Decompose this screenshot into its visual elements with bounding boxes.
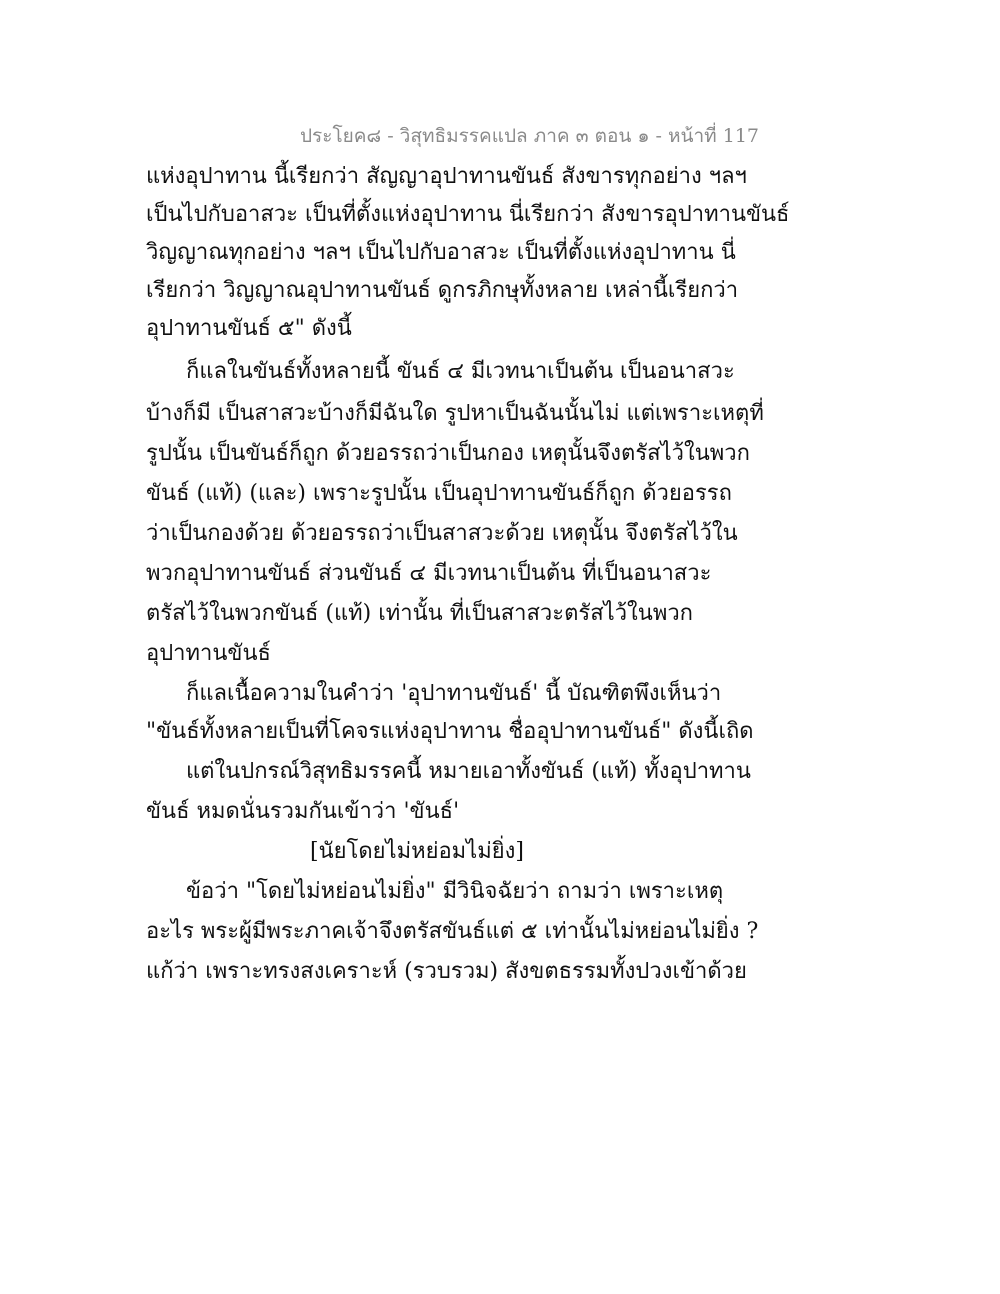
paragraph-first-line: ก็แลในขันธ์ทั้งหลายนี้ ขันธ์ ๔ มีเวทนาเป็นต้น เป็นอนาสวะ <box>186 359 735 384</box>
text-line: "ขันธ์ทั้งหลายเป็นที่โคจรแห่งอุปาทาน ชื่ออุปาทานขันธ์" ดังนี้เถิด <box>146 719 754 744</box>
section-heading: [นัยโดยไม่หย่อมไม่ยิ่ง] <box>310 839 524 864</box>
text-line: บ้างก็มี เป็นสาสวะบ้างก็มีฉันใด รูปหาเป็นฉันนั้นไม่ แต่เพราะเหตุที่ <box>146 401 764 426</box>
paragraph-first-line: ก็แลเนื้อความในคำว่า 'อุปาทานขันธ์' นี้ บัณฑิตพึงเห็นว่า <box>186 681 722 706</box>
text-line: เรียกว่า วิญญาณอุปาทานขันธ์ ดูกรภิกษุทั้งหลาย เหล่านี้เรียกว่า <box>146 278 739 303</box>
text-line: แห่งอุปาทาน นี้เรียกว่า สัญญาอุปาทานขันธ์ สังขารทุกอย่าง ฯลฯ <box>146 164 747 189</box>
text-line: พวกอุปาทานขันธ์ ส่วนขันธ์ ๔ มีเวทนาเป็นต้น ที่เป็นอนาสวะ <box>146 561 712 586</box>
paragraph-first-line: แต่ในปกรณ์วิสุทธิมรรคนี้ หมายเอาทั้งขันธ์ (แท้) ทั้งอุปาทาน <box>186 759 751 784</box>
text-line: ขันธ์ หมดนั่นรวมกันเข้าว่า 'ขันธ์' <box>146 799 460 824</box>
text-line: รูปนั้น เป็นขันธ์ก็ถูก ด้วยอรรถว่าเป็นกอง เหตุนั้นจึงตรัสไว้ในพวก <box>146 441 750 466</box>
text-line: วิญญาณทุกอย่าง ฯลฯ เป็นไปกับอาสวะ เป็นที่ตั้งแห่งอุปาทาน นี่ <box>146 240 736 265</box>
text-line: ตรัสไว้ในพวกขันธ์ (แท้) เท่านั้น ที่เป็นสาสวะตรัสไว้ในพวก <box>146 601 694 626</box>
page-header: ประโยค๘ - วิสุทธิมรรคแปล ภาค ๓ ตอน ๑ - หน้าที่ 117 <box>300 125 760 147</box>
text-line: เป็นไปกับอาสวะ เป็นที่ตั้งแห่งอุปาทาน นี่เรียกว่า สังขารอุปาทานขันธ์ <box>146 202 790 227</box>
text-line: ขันธ์ (แท้) (และ) เพราะรูปนั้น เป็นอุปาทานขันธ์ก็ถูก ด้วยอรรถ <box>146 481 732 506</box>
paragraph-first-line: ข้อว่า "โดยไม่หย่อนไม่ยิ่ง" มีวินิจฉัยว่า ถามว่า เพราะเหตุ <box>186 879 724 904</box>
text-line: แก้ว่า เพราะทรงสงเคราะห์ (รวบรวม) สังขตธรรมทั้งปวงเข้าด้วย <box>146 959 747 984</box>
text-line: อุปาทานขันธ์ <box>146 641 271 666</box>
text-line: อุปาทานขันธ์ ๕" ดังนี้ <box>146 316 352 341</box>
text-line: อะไร พระผู้มีพระภาคเจ้าจึงตรัสขันธ์แต่ ๕ เท่านั้นไม่หย่อนไม่ยิ่ง ? <box>146 919 759 944</box>
text-line: ว่าเป็นกองด้วย ด้วยอรรถว่าเป็นสาสวะด้วย เหตุนั้น จึงตรัสไว้ใน <box>146 521 738 546</box>
